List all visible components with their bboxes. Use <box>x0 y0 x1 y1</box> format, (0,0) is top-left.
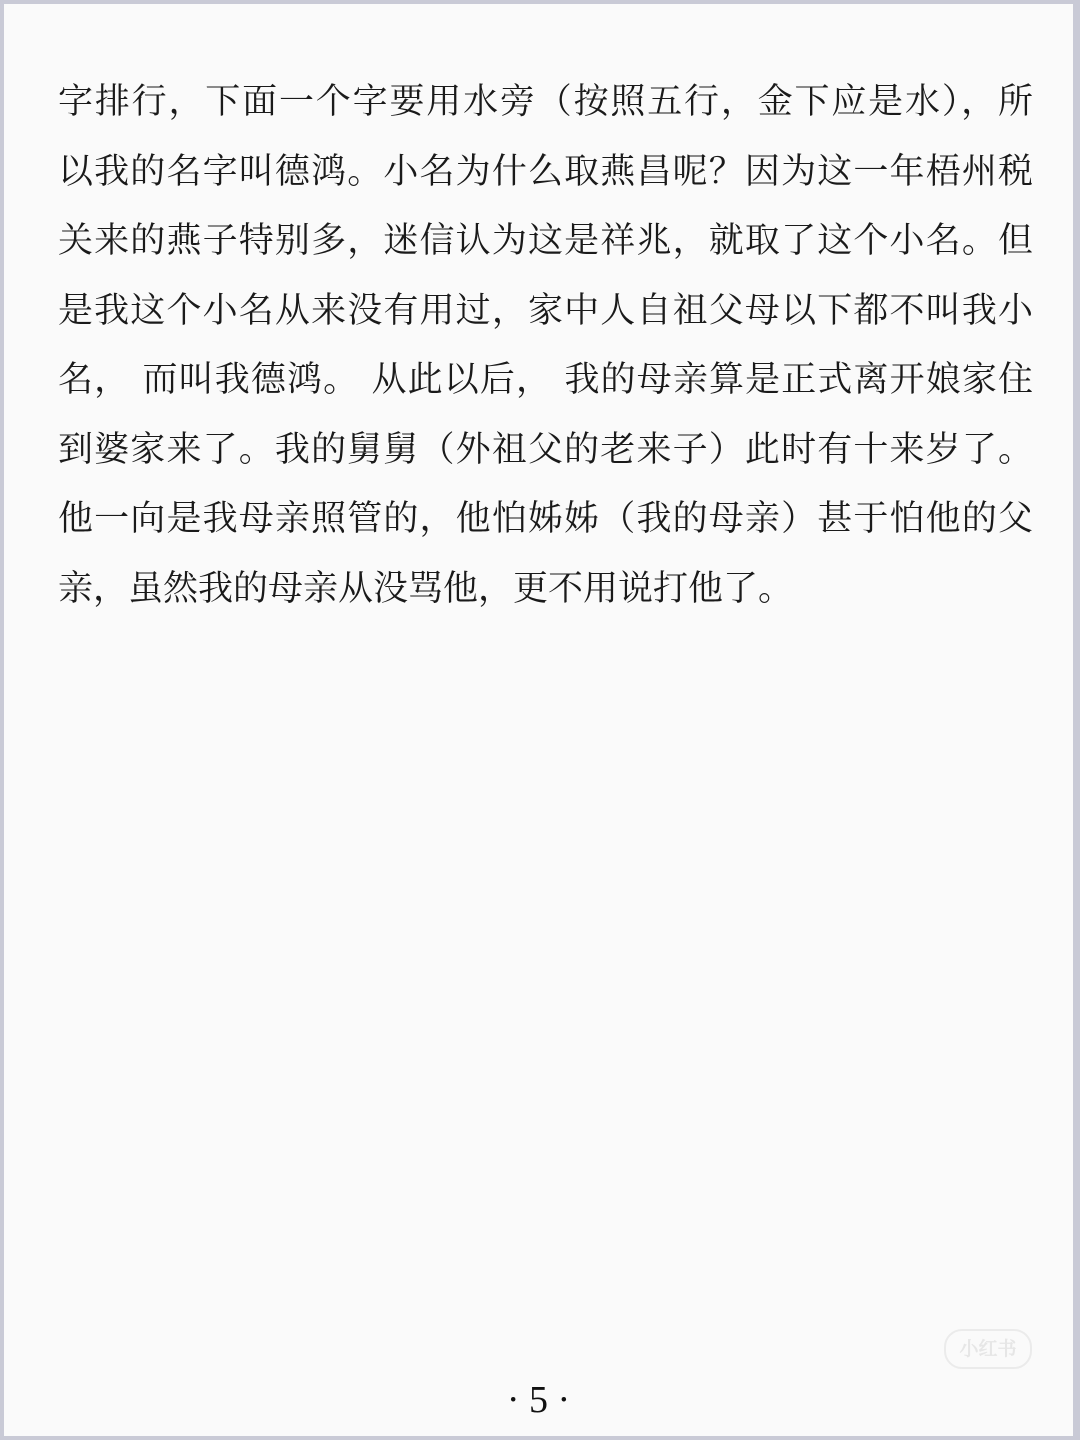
text-line: 名， 而叫我德鸿。 从此以后， 我的母亲算是正式离开娘家住 <box>58 360 1033 400</box>
text-line: 到婆家来了。我的舅舅（外祖父的老来子）此时有十来岁了。 <box>58 429 1033 470</box>
document-page <box>4 4 1073 1436</box>
body-text <box>58 68 1033 624</box>
text-line: 关来的燕子特别多，迷信认为这是祥兆，就取了这个小名。但 <box>58 221 1033 261</box>
text-line: 是我这个小名从来没有用过，家中人自祖父母以下都不叫我小 <box>58 290 1033 331</box>
text-line: 他一向是我母亲照管的，他怕姊姊（我的母亲）甚于怕他的父 <box>58 499 1033 539</box>
text-line: 亲，虽然我的母亲从没骂他，更不用说打他了。 <box>58 568 794 609</box>
text-line: 字排行，下面一个字要用水旁（按照五行，金下应是水），所 <box>58 82 1033 122</box>
xiaohongshu-watermark: 小红书 <box>944 1329 1032 1369</box>
page-number: · 5 · <box>506 1379 571 1421</box>
text-line: 以我的名字叫德鸿。小名为什么取燕昌呢？因为这一年梧州税 <box>58 151 1033 192</box>
